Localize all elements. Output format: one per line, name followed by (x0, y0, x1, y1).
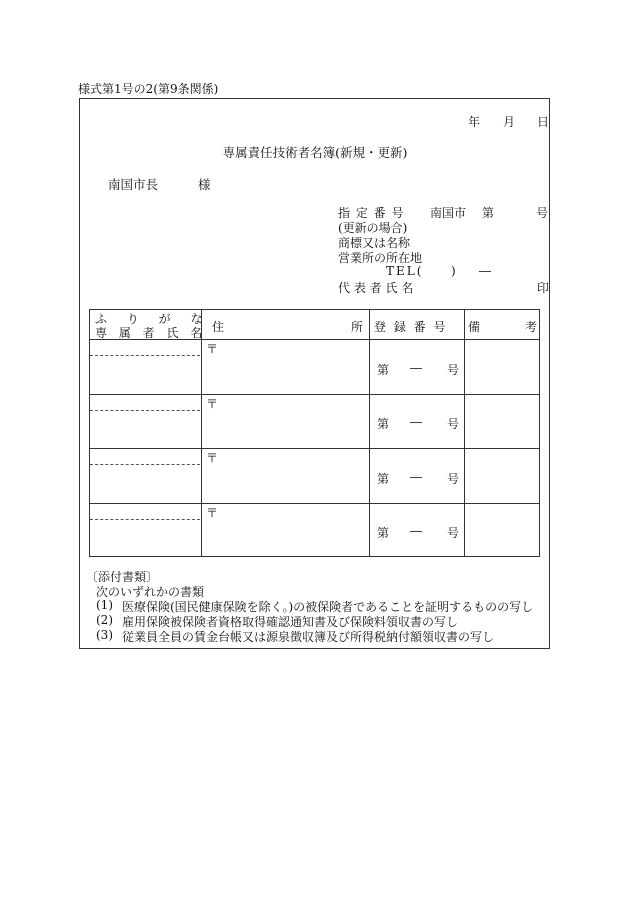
header-remarks: 備 (468, 320, 481, 334)
reg-suffix: 号 (447, 472, 460, 486)
tel-label: TEL( (386, 264, 424, 278)
renewal-note: (更新の場合) (338, 221, 408, 235)
tel-close: ) (451, 264, 456, 278)
reg-dash: ― (410, 470, 422, 484)
date-day: 日 (537, 115, 550, 129)
representative-name-label: 代 表 者 氏 名 (338, 281, 414, 295)
attachment-text: 従業員全員の賃金台帳又は源泉徴収簿及び所得税納付額領収書の写し (122, 630, 495, 644)
technician-table (89, 309, 540, 557)
row-divider (90, 448, 539, 449)
header-remarks-end: 考 (525, 320, 538, 334)
attachments-heading: 〔添付書類〕 (86, 570, 159, 584)
reg-suffix: 号 (447, 363, 460, 377)
row-divider (90, 503, 539, 504)
attachment-text: 雇用保険被保険者資格取得確認通知書及び保険料領収書の写し (122, 615, 459, 629)
seal-mark: 印 (537, 281, 550, 295)
reg-prefix: 第 (377, 526, 390, 540)
header-name: 専 属 者 氏 名 (95, 326, 207, 340)
postal-mark: 〒 (206, 506, 219, 520)
trade-name-label: 商標又は名称 (338, 236, 411, 250)
designation-number-label: 指 定 番 号 (338, 206, 405, 220)
reg-prefix: 第 (377, 472, 390, 486)
header-registration-number: 登 録 番 号 (374, 320, 448, 334)
reg-dash: ― (410, 415, 422, 429)
header-address: 住 (212, 320, 225, 334)
header-address-end: 所 (351, 320, 364, 334)
furigana-line (90, 519, 200, 520)
tel-dash: ― (479, 264, 491, 278)
designation-city: 南国市 (430, 206, 467, 220)
attachment-number: (1) (96, 598, 113, 612)
row-divider (90, 394, 539, 395)
header-furigana: ふ り が な (95, 312, 211, 326)
document-title: 専属責任技術者名簿(新規・更新) (222, 145, 408, 160)
office-address-label: 営業所の所在地 (338, 251, 423, 265)
postal-mark: 〒 (206, 451, 219, 465)
reg-prefix: 第 (377, 363, 390, 377)
reg-dash: ― (410, 524, 422, 538)
reg-suffix: 号 (447, 417, 460, 431)
furigana-line (90, 410, 200, 411)
addressee-suffix: 様 (198, 177, 211, 192)
designation-prefix: 第 (482, 206, 495, 220)
date-year: 年 (468, 115, 481, 129)
attachments-intro: 次のいずれかの書類 (96, 585, 205, 599)
date-month: 月 (503, 115, 516, 129)
reg-suffix: 号 (447, 526, 460, 540)
addressee-name: 南国市長 (108, 177, 159, 192)
designation-suffix: 号 (536, 206, 549, 220)
col-divider (201, 310, 202, 556)
col-divider (464, 310, 465, 556)
attachment-text: 医療保険(国民健康保険を除く。)の被保険者であることを証明するものの写し (122, 600, 534, 614)
furigana-line (90, 464, 200, 465)
attachment-number: (3) (96, 628, 113, 642)
reg-dash: ― (410, 361, 422, 375)
postal-mark: 〒 (206, 342, 219, 356)
form-number-label: 様式第1号の2(第9条関係) (78, 82, 219, 96)
reg-prefix: 第 (377, 417, 390, 431)
postal-mark: 〒 (206, 397, 219, 411)
furigana-line (90, 355, 200, 356)
attachment-number: (2) (96, 613, 113, 627)
col-divider (369, 310, 370, 556)
